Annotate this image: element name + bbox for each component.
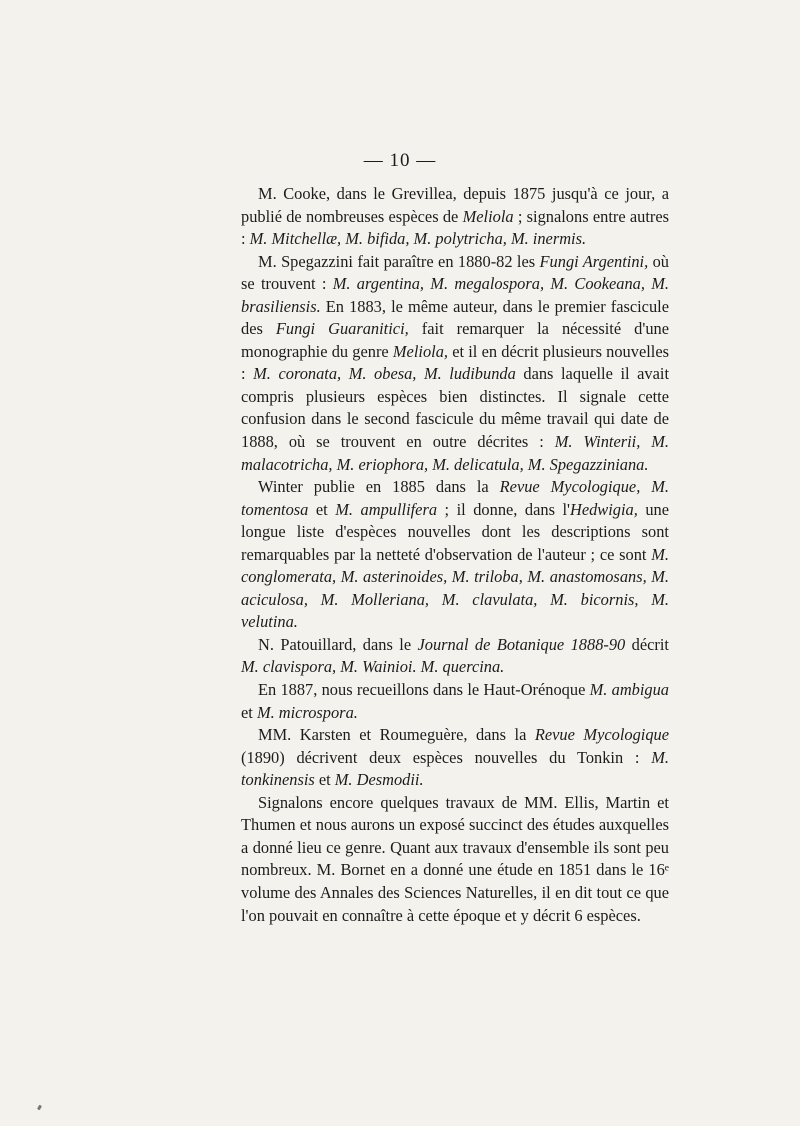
italic-text: M. clavispora, M. Wainioi. M. quercina.: [241, 657, 505, 677]
italic-text: M. argentina, M. megalospora, M. Cookeana, M. brasiliensis.: [241, 274, 669, 316]
italic-text: M. coronata, M. obesa, M. ludibunda: [253, 364, 516, 384]
italic-text: M. Mitchellæ, M. bifida, M. polytricha, M. inermis.: [249, 229, 587, 249]
text-run: M. Spegazzini fait paraître en 1880-82 les: [258, 251, 540, 271]
text-run: et: [241, 702, 257, 722]
text-run: ; signalons entre autres :: [241, 206, 670, 249]
text-run: et: [308, 499, 336, 519]
text-run: Signalons encore quelques travaux de MM. Ellis, Martin et Thumen et nous aurons un exposé succinct des études auxquelles a donné lieu ce genre. Quant aux travaux d'ensemble ils sont peu nombreux. M. Bornet en a donné une étude en 1851 dans le 16ᵉ volume des Annales des Sciences Naturelles, il en dit tout ce que l'on pouvait en connaître à cette époque et y décrit 6 espèces.: [241, 792, 669, 925]
text-run: et il en décrit plusieurs nouvelles :: [241, 341, 669, 384]
text-run: fait remarquer la nécessité d'une monographie du genre: [241, 319, 669, 361]
text-run: où se trouvent :: [241, 251, 669, 294]
text-run: une longue liste d'espèces nouvelles dont les descriptions sont remarquables par la netteté d'observation de l'auteur ; ce sont: [241, 499, 670, 564]
text-run: M. Cooke, dans le Grevillea, depuis 1875 jusqu'à ce jour, a publié de nombreuses espèces de: [241, 184, 669, 226]
page-number: — 10 —: [363, 150, 437, 171]
text-run: (1890) décrivent deux espèces nouvelles du Tonkin :: [241, 747, 652, 767]
paragraph-cooke: [241, 183, 669, 251]
italic-text: M. tonkinensis: [241, 747, 669, 790]
italic-text: Meliola,: [392, 341, 448, 361]
paragraph-patouillard: [241, 634, 669, 679]
italic-text: M. conglomerata, M. asterinoides, M. triloba, M. anastomosans, M. aciculosa, M. Molleriana, M. clavulata, M. bicornis, M. velutina.: [241, 544, 669, 632]
text-run: En 1883, le même auteur, dans le premier fascicule des: [241, 296, 669, 339]
text-run: En 1887, nous recueillons dans le Haut-Orénoque: [258, 680, 590, 700]
text-run: dans laquelle il avait compris plusieurs espèces bien distinctes. Il signale cette confusion dans le second fascicule du même travail qui date de 1888, où se trouvent en outre décrites :: [241, 364, 670, 452]
italic-text: Revue Mycologique, M. tomentosa: [241, 477, 670, 519]
italic-text: M. ampullifera: [335, 499, 438, 519]
text-run: ; il donne, dans l': [437, 499, 570, 519]
text-run: et: [314, 770, 335, 790]
body-text: [241, 183, 669, 927]
italic-text: Meliola: [462, 206, 514, 226]
paragraph-winter: [241, 476, 669, 634]
text-run: N. Patouillard, dans le: [258, 634, 418, 654]
italic-text: Fungi Argentini,: [539, 251, 649, 271]
text-run: Winter publie en 1885 dans la: [258, 477, 500, 497]
italic-text: Fungi Guaranitici,: [275, 319, 409, 339]
italic-text: Hedwigia,: [569, 499, 638, 519]
paragraph-orenoque: [241, 679, 669, 724]
paragraph-conclusion: [241, 792, 669, 927]
paragraph-spegazzini: [241, 251, 669, 476]
italic-text: M. ambigua: [589, 680, 670, 700]
paper-speck: [37, 1105, 42, 1111]
italic-text: M. Winterii, M. malacotricha, M. eriophora, M. delicatula, M. Spegazziniana.: [241, 432, 670, 474]
text-run: MM. Karsten et Roumeguère, dans la: [258, 725, 535, 745]
paragraph-karsten: [241, 724, 669, 792]
italic-text: Revue Mycologique: [534, 725, 669, 745]
italic-text: Journal de Botanique 1888-90: [417, 634, 626, 654]
italic-text: M. Desmodii.: [334, 770, 424, 790]
text-run: décrit: [625, 634, 669, 654]
italic-text: M. microspora.: [256, 702, 358, 722]
